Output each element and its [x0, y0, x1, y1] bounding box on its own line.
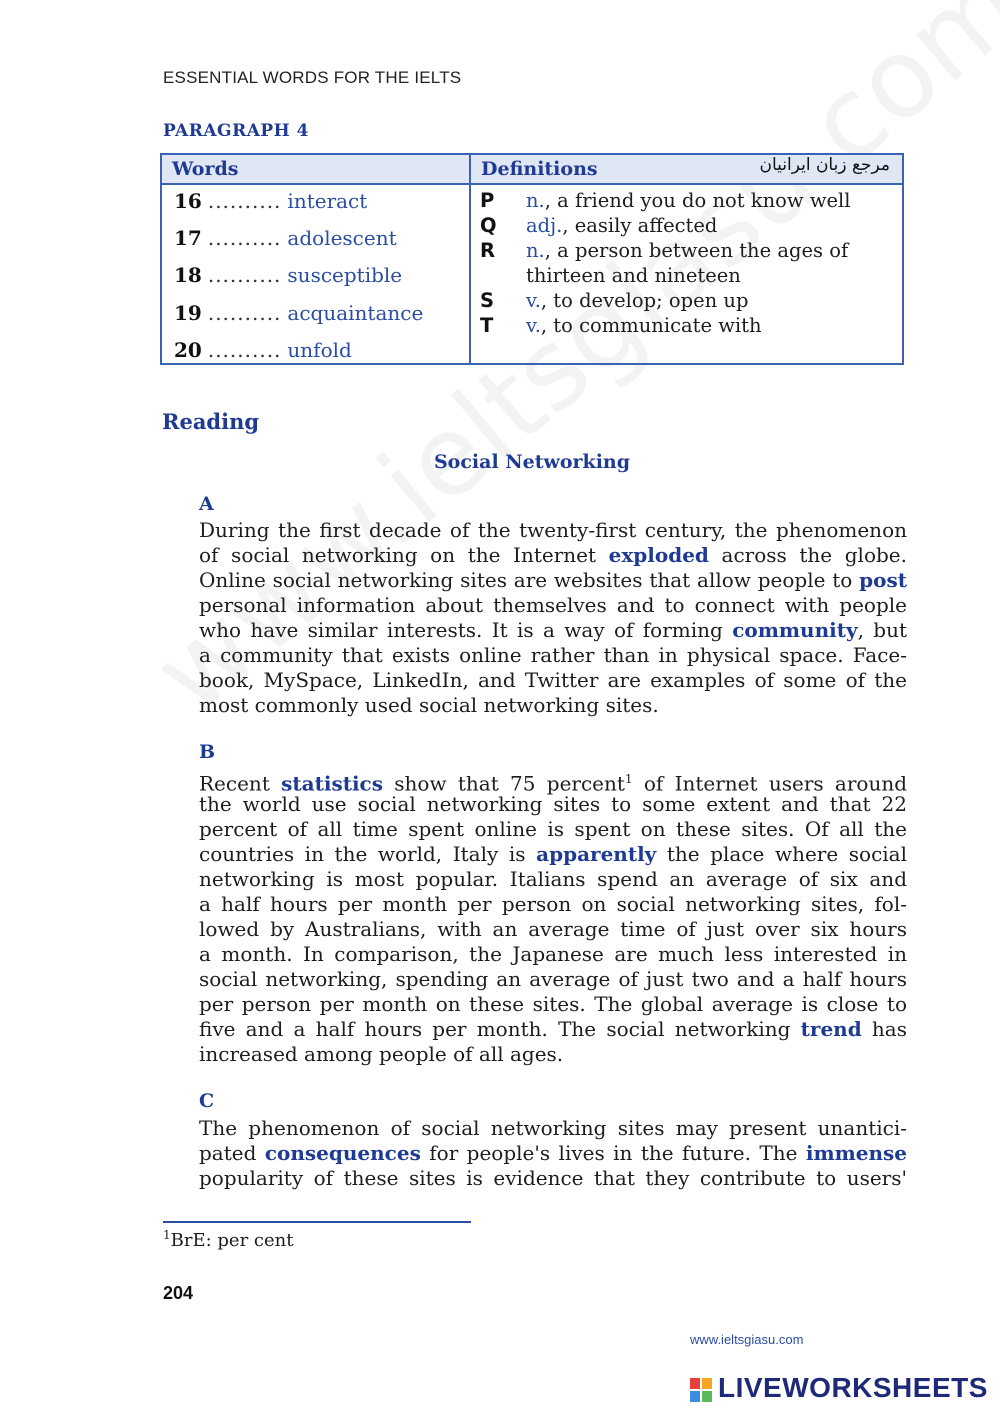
word-number: 19 — [174, 301, 202, 325]
text-run: five and a half hours per month. The social networking — [199, 1017, 791, 1041]
part-of-speech: n. — [526, 189, 545, 212]
definition-body: , to communicate with — [540, 314, 762, 337]
definition-letter: T — [480, 314, 494, 337]
section-b-line: social networking, spending an average of just two and a half hours — [199, 967, 907, 991]
text-run: of Internet users around — [643, 771, 908, 796]
text-run: has — [871, 1017, 907, 1041]
definition-body: , to develop; open up — [540, 289, 749, 312]
text-run: across the globe. — [721, 543, 907, 567]
page-number: 204 — [163, 1283, 194, 1303]
liveworksheets-logo — [690, 1372, 990, 1406]
definition-text — [526, 289, 748, 312]
section-a-line: During the first decade of the twenty-first century, the phenomenon — [199, 518, 907, 542]
section-a-line: a community that exists online rather than in physical space. Face- — [199, 643, 907, 667]
text-run: the place where social — [666, 842, 908, 866]
word-row-19 — [174, 301, 423, 325]
section-a-line — [199, 543, 907, 568]
section-c-line — [199, 1141, 907, 1166]
part-of-speech: v. — [526, 289, 541, 312]
definition-text — [526, 214, 717, 237]
section-c-line: popularity of these sites is evidence that they contribute to users' — [199, 1166, 907, 1190]
text-run: , but — [857, 618, 908, 642]
keyword: exploded — [608, 543, 709, 567]
word-number: 16 — [174, 189, 202, 213]
site-url[interactable]: www.ieltsgiasu.com — [690, 1332, 804, 1347]
section-b-line: networking is most popular. Italians spend an average of six and — [199, 867, 907, 891]
part-of-speech: adj. — [526, 214, 563, 237]
keyword: statistics — [281, 771, 383, 796]
definition-text — [526, 314, 762, 337]
section-b-line: a half hours per month per person on social networking sites, fol- — [199, 892, 907, 916]
part-of-speech: v. — [526, 314, 541, 337]
keyword: consequences — [264, 1141, 421, 1165]
section-a-line: personal information about themselves and to connect with people — [199, 593, 907, 617]
text-run: who have similar interests. It is a way of forming — [199, 618, 723, 642]
word-text: unfold — [287, 338, 352, 362]
definition-body: , a person between the ages of — [544, 239, 849, 262]
column-divider — [469, 185, 471, 363]
footnote-text: BrE: per cent — [170, 1230, 294, 1251]
words-header-cell — [162, 155, 471, 185]
keyword: community — [732, 618, 858, 642]
section-b-line: a month. In comparison, the Japanese are much less interested in — [199, 942, 907, 966]
keyword: apparently — [536, 842, 657, 866]
text-run: Online social networking sites are websites that allow people to — [199, 568, 853, 592]
footnote-marker: 1 — [624, 772, 633, 786]
answer-blank[interactable]: .......... — [207, 226, 282, 250]
answer-blank[interactable]: .......... — [207, 189, 282, 213]
section-b-line: lowed by Australians, with an average time of just over six hours — [199, 917, 907, 941]
persian-label: مرجع زبان ایرانیان — [759, 155, 890, 175]
word-row-16 — [174, 189, 367, 213]
footnote-marker: 1 — [163, 1228, 171, 1242]
words-header: Words — [172, 158, 239, 180]
section-b-line — [199, 1017, 907, 1042]
definition-text — [526, 189, 851, 212]
section-a-line — [199, 568, 907, 593]
text-run: countries in the world, Italy is — [199, 842, 526, 866]
section-b-line — [199, 842, 907, 867]
running-head: ESSENTIAL WORDS FOR THE IELTS — [163, 68, 462, 87]
section-b-line: the world use social networking sites to some extent and that 22 — [199, 792, 907, 816]
liveworksheets-logo-icon — [690, 1378, 712, 1402]
definition-text — [526, 239, 848, 262]
word-text: interact — [287, 189, 368, 213]
definition-letter: Q — [480, 214, 497, 237]
definition-letter: P — [480, 189, 495, 212]
word-text: susceptible — [287, 263, 403, 287]
keyword: trend — [800, 1017, 862, 1041]
part-of-speech: n. — [526, 239, 545, 262]
text-run: pated — [199, 1141, 257, 1165]
footnote-rule — [163, 1221, 471, 1223]
section-b-line: per person per month on these sites. The global average is close to — [199, 992, 907, 1016]
vocab-table — [160, 153, 904, 365]
word-number: 20 — [174, 338, 202, 362]
paragraph-heading: PARAGRAPH 4 — [163, 121, 309, 141]
definitions-header-cell — [471, 155, 902, 185]
section-b-line: increased among people of all ages. — [199, 1042, 564, 1066]
section-letter-a: A — [199, 493, 214, 515]
definition-body: , a friend you do not know well — [544, 189, 851, 212]
definition-body: , easily affected — [562, 214, 718, 237]
text-run: show that 75 percent — [394, 771, 625, 796]
footnote — [163, 1228, 293, 1251]
section-a-line: most commonly used social networking sites. — [199, 693, 659, 717]
word-number: 18 — [174, 263, 202, 287]
keyword: post — [859, 568, 907, 592]
section-letter-b: B — [199, 741, 216, 763]
section-b-line: percent of all time spent online is spent on these sites. Of all the — [199, 817, 907, 841]
definition-letter: R — [480, 239, 496, 262]
answer-blank[interactable]: .......... — [207, 338, 282, 362]
reading-heading: Reading — [162, 409, 260, 434]
section-a-line — [199, 618, 907, 643]
word-row-20 — [174, 338, 352, 362]
definition-text: thirteen and nineteen — [526, 264, 741, 287]
word-row-18 — [174, 263, 402, 287]
definitions-header: Definitions — [481, 158, 598, 180]
word-number: 17 — [174, 226, 202, 250]
text-run: of social networking on the Internet — [199, 543, 597, 567]
answer-blank[interactable]: .......... — [207, 301, 282, 325]
word-text: adolescent — [287, 226, 397, 250]
text-run: Recent — [199, 771, 270, 796]
answer-blank[interactable]: .......... — [207, 263, 282, 287]
text-run: for people's lives in the future. The — [429, 1141, 798, 1165]
word-text: acquaintance — [287, 301, 424, 325]
logo-text: LIVEWORKSHEETS — [718, 1372, 988, 1403]
article-title: Social Networking — [433, 451, 631, 473]
section-letter-c: C — [199, 1090, 215, 1112]
keyword: immense — [805, 1141, 908, 1165]
section-a-line: book, MySpace, LinkedIn, and Twitter are examples of some of the — [199, 668, 907, 692]
word-row-17 — [174, 226, 397, 250]
section-c-line: The phenomenon of social networking sites may present unantici- — [199, 1116, 907, 1140]
definition-letter: S — [480, 289, 495, 312]
